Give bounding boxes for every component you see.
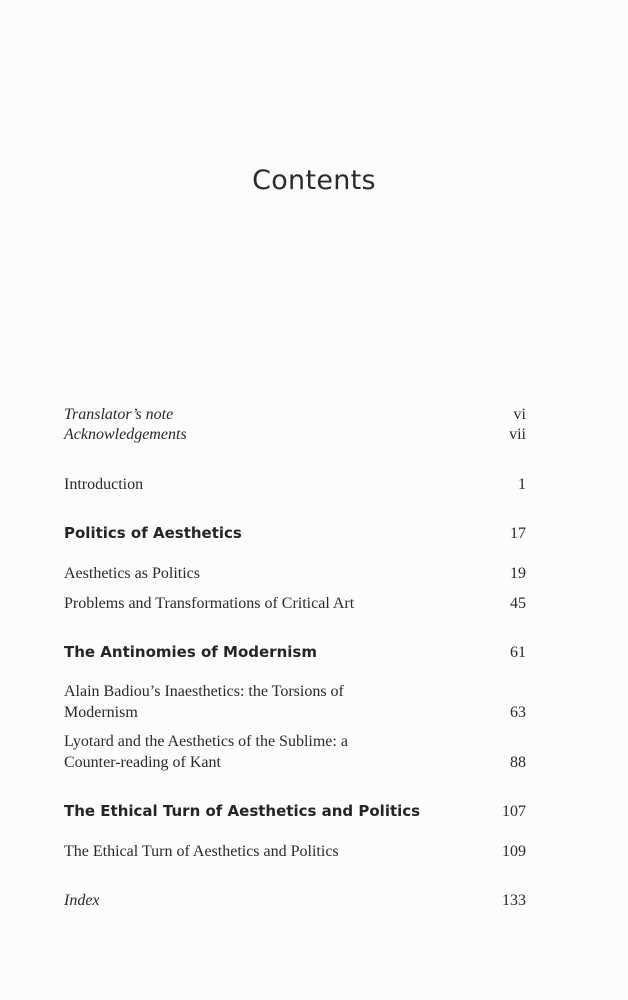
toc-part-antinomies-of-modernism: [64, 642, 526, 663]
toc-entry-page: vii: [509, 426, 526, 443]
toc-entry-critical-art: [64, 593, 526, 614]
toc-entry-label: Translator’s note: [64, 406, 174, 423]
toc-entry-page: 61: [510, 644, 526, 661]
toc-entry-label: Introduction: [64, 476, 144, 493]
toc-entry-label: Aesthetics as Politics: [64, 565, 200, 582]
toc-entry-badiou-inaesthetics: [64, 681, 526, 723]
toc-entry-label: Index: [64, 892, 100, 909]
toc-entry-lyotard-sublime: [64, 731, 526, 773]
toc-part-label: Politics of Aesthetics: [64, 524, 242, 542]
toc-entry-translators-note: [64, 404, 526, 425]
toc-entry-page: 63: [510, 704, 526, 721]
toc-part-ethical-turn: [64, 801, 526, 822]
toc-entry-page: 107: [502, 803, 526, 820]
toc-entry-acknowledgements: [64, 424, 526, 445]
toc-part-politics-of-aesthetics: [64, 523, 526, 544]
toc-entry-page: vi: [513, 406, 526, 423]
toc-entry-label: Acknowledgements: [64, 426, 187, 443]
toc-entry-page: 17: [510, 525, 526, 542]
toc-entry-label: Lyotard and the Aesthetics of the Sublime: a Counter-reading of Kant: [64, 733, 348, 771]
toc-entry-aesthetics-as-politics: [64, 563, 526, 584]
toc-part-label: The Antinomies of Modernism: [64, 643, 317, 661]
toc-entry-page: 133: [502, 892, 526, 909]
toc-part-label: The Ethical Turn of Aesthetics and Politics: [64, 802, 421, 820]
toc-entry-page: 45: [510, 595, 526, 612]
toc-entry-page: 88: [510, 754, 526, 771]
toc-entry-label: Problems and Transformations of Critical Art: [64, 595, 355, 612]
toc-entry-page: 1: [518, 476, 526, 493]
toc-entry-introduction: [64, 474, 526, 495]
toc-entry-ethical-turn: [64, 841, 526, 862]
toc-entry-label: The Ethical Turn of Aesthetics and Politics: [64, 843, 339, 860]
page-title: Contents: [252, 165, 376, 196]
toc-entry-page: 109: [502, 843, 526, 860]
toc-entry-index: [64, 890, 526, 911]
toc-entry-page: 19: [510, 565, 526, 582]
toc-entry-label: Alain Badiou’s Inaesthetics: the Torsions of Modernism: [64, 683, 344, 721]
